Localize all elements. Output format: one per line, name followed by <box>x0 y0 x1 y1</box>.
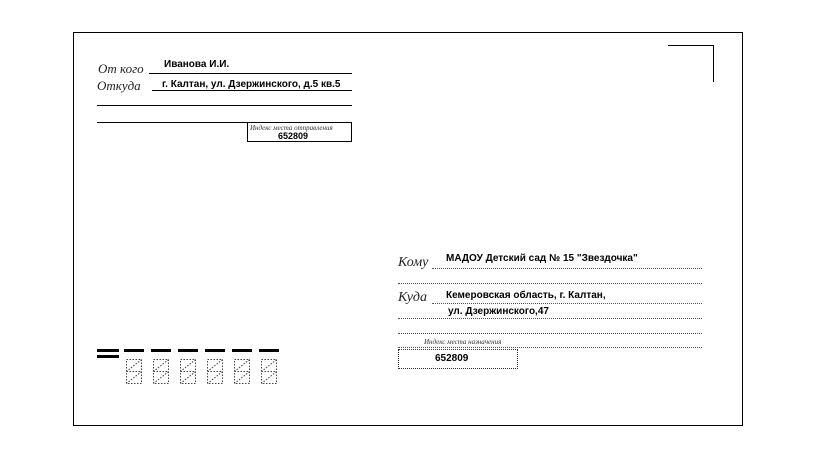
from-line <box>149 73 352 74</box>
postcode-bar <box>205 349 225 352</box>
recipient-index-box <box>398 349 518 369</box>
sender-index-box <box>247 122 352 142</box>
to-line-2 <box>398 283 702 284</box>
from-label: От кого <box>98 61 144 76</box>
address-from-line-2 <box>97 105 352 106</box>
postcode-bar <box>178 349 198 352</box>
address-from-value: г. Калтан, ул. Дзержинского, д.5 кв.5 <box>162 79 341 90</box>
to-label: Кому <box>398 255 429 270</box>
from-value: Иванова И.И. <box>164 59 230 70</box>
envelope <box>73 32 743 426</box>
address-from-line-1 <box>152 90 352 91</box>
postcode-bar <box>232 349 252 352</box>
sender-index-label: Индекс места отправления <box>250 124 333 132</box>
stamp-corner-mark <box>668 45 714 82</box>
postcode-bar <box>124 349 144 352</box>
recipient-index-label: Индекс места назначения <box>424 338 502 346</box>
recipient-index-value: 652809 <box>435 353 469 364</box>
address-to-label: Куда <box>398 290 427 305</box>
address-to-dotline-2 <box>398 318 702 319</box>
sender-index-value: 652809 <box>278 131 309 141</box>
address-to-dotline-1 <box>432 303 702 304</box>
address-to-line2: ул. Дзержинского,47 <box>448 306 549 317</box>
postcode-stencil-digit-icon <box>126 359 142 384</box>
postcode-bar <box>151 349 171 352</box>
postcode-stencil-digit-icon <box>153 359 169 384</box>
postcode-bar-left-2 <box>97 355 119 358</box>
recipient-index-dotline <box>398 347 702 348</box>
postcode-stencil-digit-icon <box>180 359 196 384</box>
to-line-1 <box>432 268 702 269</box>
postcode-stencil-digit-icon <box>207 359 223 384</box>
postcode-bar <box>259 349 279 352</box>
postcode-stencil-digit-icon <box>234 359 250 384</box>
address-from-label: Откуда <box>97 78 141 93</box>
to-value: МАДОУ Детский сад № 15 "Звездочка" <box>446 253 638 264</box>
postcode-stencil-digit-icon <box>261 359 277 384</box>
address-to-line1: Кемеровская область, г. Калтан, <box>446 290 606 301</box>
address-to-dotline-3 <box>398 333 702 334</box>
postcode-bar-left-1 <box>97 349 119 352</box>
